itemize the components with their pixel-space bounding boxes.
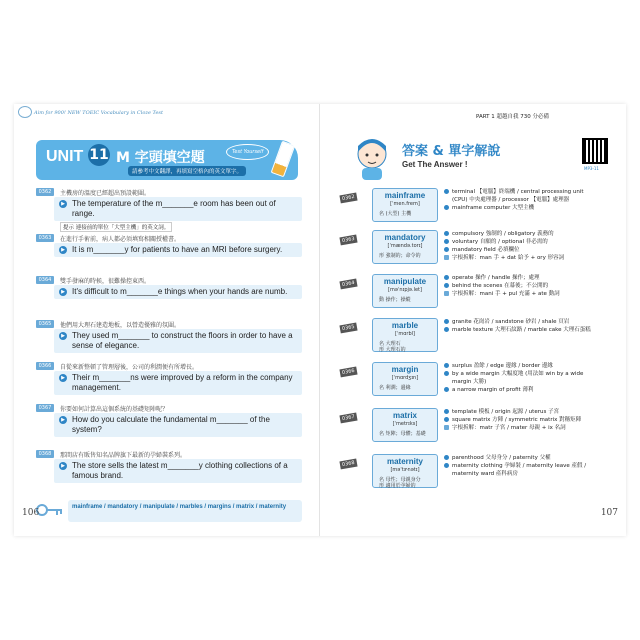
- question-number: 0364: [36, 276, 54, 284]
- question-chinese: 你要如何計算出這個系統的基礎矩陣呢？: [60, 406, 169, 413]
- note-line: [444, 274, 612, 282]
- word-card: [372, 362, 438, 396]
- qr-label: MP3-11: [584, 166, 599, 171]
- question-number: 0362: [36, 188, 54, 196]
- note-text: by a wide margin 大幅度地 (用法如 win by a wide: [452, 371, 584, 377]
- question-chinese: 在進行手術前，病人都必須填寫相關授權書。: [60, 236, 181, 243]
- entry-word: mainframe: [384, 191, 426, 200]
- answer-title: 答案 & 單字解說: [402, 144, 501, 159]
- entry-notes: [444, 274, 612, 298]
- note-line: [444, 230, 612, 238]
- question-english: The store sells the latest m_______y clothing collections of a famous brand.: [72, 461, 288, 480]
- note-line: [444, 318, 612, 326]
- entry-ipa: [ˈmetrɪks]: [392, 421, 418, 427]
- word-card: [372, 318, 438, 352]
- word-card: [372, 188, 438, 222]
- note-text: operate 操作 / handle 操作；處理: [452, 275, 540, 281]
- question-english-box: [54, 197, 302, 221]
- question-number: 0366: [36, 362, 54, 370]
- note-text: 字根拆解：man 手 + dat 給予 + ory 形容詞: [452, 255, 565, 261]
- note-line: [444, 370, 612, 378]
- entry-word: marble: [391, 321, 419, 330]
- question-english-box: [54, 413, 302, 437]
- question-english-box: [54, 329, 302, 353]
- note-text: marble texture 大理石紋路 / marble cake 大理石蛋糕: [452, 327, 591, 333]
- entry-notes: [444, 362, 612, 394]
- note-line: [444, 188, 612, 196]
- note-text: mainframe computer 大型主機: [452, 205, 535, 211]
- note-line: [444, 454, 612, 462]
- entry-notes: [444, 230, 612, 262]
- question-chinese: 他們用大理石建造地板，以營造優雅的氛圍。: [60, 322, 181, 329]
- entry-notes: [444, 408, 612, 432]
- word-card: [372, 230, 438, 264]
- note-line: [444, 204, 612, 212]
- play-arrow-icon: ▶: [59, 246, 67, 254]
- entry-word: matrix: [392, 411, 417, 420]
- note-line: [444, 470, 612, 478]
- entry-word: maternity: [386, 457, 423, 466]
- note-line: [444, 386, 612, 394]
- unit-number: 11: [88, 144, 110, 166]
- pencil-icon: [271, 141, 296, 178]
- note-line: [444, 246, 612, 254]
- unit-banner: [36, 140, 298, 180]
- note-text: surplus 盈餘 / edge 邊緣 / border 邊緣: [452, 363, 553, 369]
- entry-number: 0368: [339, 459, 357, 470]
- question-chinese: 自從來新整頓了管理層後，公司的利潤便有所增長。: [60, 364, 199, 371]
- play-arrow-icon: ▶: [59, 462, 67, 470]
- question-hint: 提示 連接前的單位「大型主機」的英文詞。: [60, 222, 172, 232]
- unit-subtitle: 請參考中文翻譯，再填寫空格內的英文單字。: [128, 166, 246, 176]
- play-arrow-icon: ▶: [59, 332, 67, 340]
- play-arrow-icon: ▶: [59, 374, 67, 382]
- entry-word: mandatory: [384, 233, 426, 242]
- question-number: 0363: [36, 234, 54, 242]
- note-text: 字根拆解：mani 手 + pul 充滿 + ate 動詞: [452, 291, 560, 297]
- entry-ipa: [ˈmen.frem]: [390, 201, 420, 207]
- entry-pos: 名 利潤；邊緣: [379, 385, 411, 391]
- note-line: [444, 196, 612, 204]
- answer-key-box: [68, 500, 302, 522]
- note-text: parenthood 父母身分 / paternity 父權: [452, 455, 551, 461]
- word-card: [372, 274, 438, 308]
- note-line: [444, 238, 612, 246]
- note-text: voluntary 自願的 / optional 非必需的: [452, 239, 548, 245]
- note-line: [444, 290, 612, 298]
- note-text: margin 大勝): [452, 379, 487, 385]
- answer-subtitle: Get The Answer !: [402, 160, 468, 169]
- word-card: [372, 408, 438, 442]
- unit-word: UNIT: [46, 148, 84, 165]
- open-book-spread: [14, 104, 626, 536]
- note-line: [444, 254, 612, 262]
- note-line: [444, 462, 612, 470]
- entry-pos: 名 母性；母親身分: [379, 477, 421, 483]
- right-page: [320, 104, 626, 536]
- question-english: They used m_______ to construct the floors in order to have a sense of elegance.: [72, 331, 293, 350]
- note-line: [444, 378, 612, 386]
- note-text: template 模板 / origin 起源 / uterus 子宮: [452, 409, 560, 415]
- question-chinese: 雙手發麻的時候，很難操控東西。: [60, 278, 151, 285]
- note-line: [444, 362, 612, 370]
- entry-pos: 名 (大型) 主機: [379, 211, 412, 217]
- question-english-box: [54, 243, 302, 257]
- test-yourself-badge: Test Yourself: [226, 144, 269, 160]
- entry-number: 0362: [339, 193, 357, 204]
- question-english-box: [54, 459, 302, 483]
- question-chinese: 主機房的溫度已經超出預設範圍。: [60, 190, 151, 197]
- note-text: square matrix 方陣 / symmetric matrix 對稱矩陣: [452, 417, 582, 423]
- entry-number: 0364: [339, 279, 357, 290]
- note-text: 字根拆解：matr 子宮 / mater 母親 + ix 名詞: [452, 425, 566, 431]
- page-number-left: 106: [22, 508, 40, 518]
- entry-number: 0367: [339, 413, 357, 424]
- question-english-box: [54, 371, 302, 395]
- entry-ipa: [ˈmɑrbl]: [395, 331, 415, 337]
- question-english: The temperature of the m_______e room has been out of range.: [72, 199, 276, 218]
- note-text: behind the scenes 在幕後；不公開的: [452, 283, 549, 289]
- entry-word: margin: [391, 365, 419, 374]
- entry-number: 0363: [339, 235, 357, 246]
- entry-notes: [444, 318, 612, 334]
- part-tag: [476, 112, 549, 120]
- entry-ipa: [məˈtɝnətɪ]: [390, 467, 420, 473]
- entry-pos: 動 操作；操縱: [379, 297, 411, 303]
- entry-notes: [444, 454, 612, 478]
- word-card: [372, 454, 438, 488]
- play-arrow-icon: ▶: [59, 200, 67, 208]
- left-page: [14, 104, 320, 536]
- note-text: maternity ward 產科病房: [452, 471, 518, 477]
- note-text: compulsory 強制的 / obligatory 義務的: [452, 231, 554, 237]
- question-english: Their m_______ns were improved by a reform in the company management.: [72, 373, 293, 392]
- qr-code[interactable]: [582, 138, 608, 164]
- entry-ipa: [ˈmændə.torɪ]: [387, 243, 423, 249]
- play-arrow-icon: ▶: [59, 288, 67, 296]
- note-text: terminal 【電腦】終端機 / central processing unit: [452, 189, 584, 195]
- question-chinese: 那間店有販售知名品牌旗下最新的孕婦裝系列。: [60, 452, 187, 459]
- running-head: Aim for 900! NEW TOEIC Vocabulary in Cloze Test: [34, 110, 164, 116]
- question-english: It's difficult to m_______e things when your hands are numb.: [72, 287, 288, 296]
- note-line: [444, 416, 612, 424]
- entry-notes: [444, 188, 612, 212]
- entry-number: 0365: [339, 323, 357, 334]
- play-arrow-icon: ▶: [59, 416, 67, 424]
- key-icon: [36, 502, 64, 518]
- entry-pos: 名 大理石: [379, 341, 401, 347]
- entry-ipa: [məˈnɪpjə.let]: [388, 287, 422, 293]
- question-english: It is m_______y for patients to have an MRI before surgery.: [72, 245, 283, 254]
- entry-number: 0366: [339, 367, 357, 378]
- entry-ipa: [ˈmɑrdʒɪn]: [391, 375, 419, 381]
- note-text: granite 花崗岩 / sandstone 砂岩 / shale 頁岩: [452, 319, 570, 325]
- entry-pos-2: 形 適用於孕婦的: [379, 483, 416, 489]
- note-text: a narrow margin of profit 薄利: [452, 387, 534, 393]
- question-number: 0365: [36, 320, 54, 328]
- note-line: [444, 326, 612, 334]
- note-text: (CPU) 中央處理器 / processor 【電腦】處理器: [452, 197, 570, 203]
- question-number: 0368: [36, 450, 54, 458]
- note-line: [444, 282, 612, 290]
- entry-pos-2: 形 大理石的: [379, 347, 406, 353]
- entry-pos: 形 強制的；命令的: [379, 253, 421, 259]
- note-text: maternity clothing 孕婦裝 / maternity leave 產假 /: [452, 463, 587, 469]
- entry-pos: 名 矩陣；母體；基礎: [379, 431, 426, 437]
- question-english-box: [54, 285, 302, 299]
- page-number-right: 107: [600, 508, 618, 518]
- note-text: mandatory field 必填欄位: [452, 247, 520, 253]
- question-number: 0367: [36, 404, 54, 412]
- answer-key-text: mainframe / mandatory / manipulate / marbles / margins / matrix / maternity: [72, 504, 287, 510]
- entry-word: manipulate: [383, 277, 427, 286]
- thinking-girl-icon: [348, 132, 396, 182]
- swirl-ornament-icon: [18, 106, 32, 118]
- question-english: How do you calculate the fundamental m_______ of the system?: [72, 415, 270, 434]
- unit-title: M 字頭填空題: [116, 150, 205, 166]
- note-line: [444, 424, 612, 432]
- note-line: [444, 408, 612, 416]
- part-tag-text: PART 1 超越自我 730 分必備: [476, 114, 549, 120]
